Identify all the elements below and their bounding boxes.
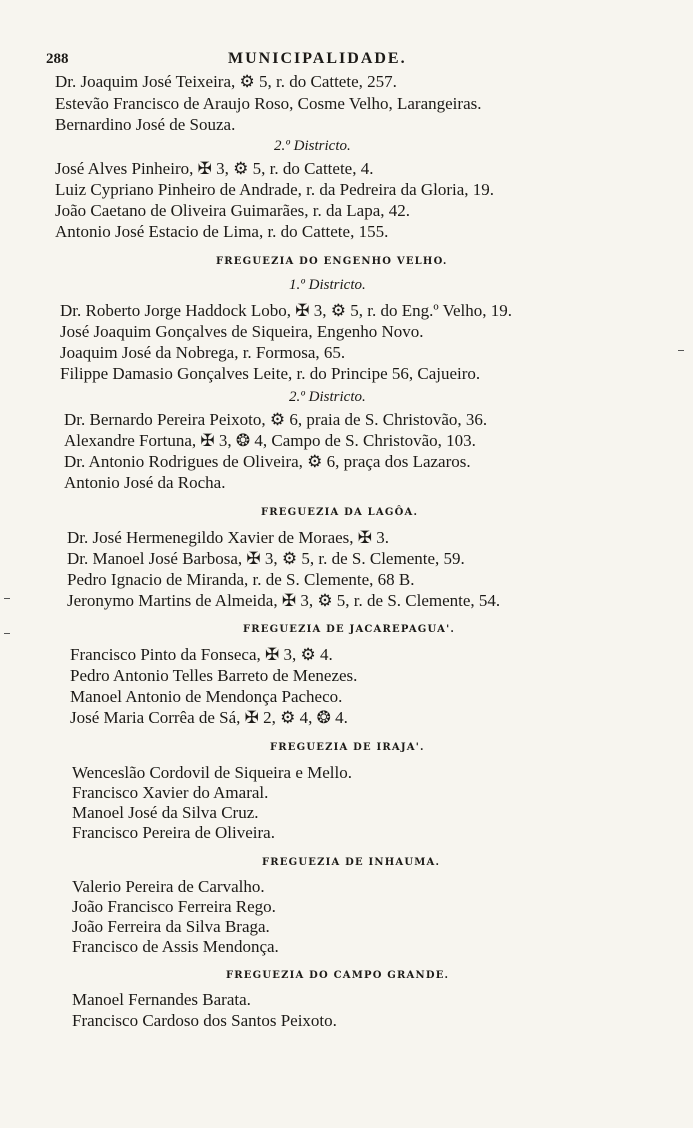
- margin-mark: [4, 598, 10, 599]
- parish-heading: FREGUEZIA DE INHAUMA.: [262, 857, 441, 868]
- entry-line: Valerio Pereira de Carvalho.: [72, 877, 265, 896]
- entry-line: João Francisco Ferreira Rego.: [72, 897, 276, 916]
- page-number: 288: [46, 51, 69, 67]
- entry-line: Dr. Antonio Rodrigues de Oliveira, ⚙ 6, praça dos Lazaros.: [64, 452, 471, 471]
- entry-line: Joaquim José da Nobrega, r. Formosa, 65.: [60, 343, 346, 362]
- entry-line: Francisco Xavier do Amaral.: [72, 783, 269, 802]
- entry-line: Dr. Manoel José Barbosa, ✠ 3, ⚙ 5, r. de S. Clemente, 59.: [67, 549, 465, 568]
- entry-line: Francisco Pinto da Fonseca, ✠ 3, ⚙ 4.: [70, 645, 333, 664]
- entry-line: Filippe Damasio Gonçalves Leite, r. do Principe 56, Cajueiro.: [60, 364, 481, 383]
- entry-line: Francisco Pereira de Oliveira.: [72, 823, 275, 842]
- parish-heading: FREGUEZIA DA LAGÔA.: [261, 507, 419, 518]
- entry-line: Manoel José da Silva Cruz.: [72, 803, 259, 822]
- entry-line: José Joaquim Gonçalves de Siqueira, Engenho Novo.: [60, 322, 424, 341]
- entry-line: Francisco Cardoso dos Santos Peixoto.: [72, 1011, 337, 1030]
- entry-line: José Alves Pinheiro, ✠ 3, ⚙ 5, r. do Cattete, 4.: [55, 159, 374, 178]
- running-header: MUNICIPALIDADE.: [228, 50, 407, 67]
- parish-heading: FREGUEZIA DE JACAREPAGUA'.: [243, 624, 456, 635]
- entry-line: Bernardino José de Souza.: [55, 115, 236, 134]
- entry-line: Manoel Antonio de Mendonça Pacheco.: [70, 687, 343, 706]
- district-heading: 1.º Districto.: [289, 277, 366, 293]
- entry-line: Luiz Cypriano Pinheiro de Andrade, r. da Pedreira da Gloria, 19.: [55, 180, 495, 199]
- entry-line: Estevão Francisco de Araujo Roso, Cosme Velho, Larangeiras.: [55, 94, 482, 113]
- entry-line: Dr. Joaquim José Teixeira, ⚙ 5, r. do Cattete, 257.: [55, 72, 397, 91]
- entry-line: João Ferreira da Silva Braga.: [72, 917, 270, 936]
- entry-line: Jeronymo Martins de Almeida, ✠ 3, ⚙ 5, r. de S. Clemente, 54.: [67, 591, 501, 610]
- parish-heading: FREGUEZIA DO ENGENHO VELHO.: [216, 256, 448, 267]
- entry-line: Dr. Bernardo Pereira Peixoto, ⚙ 6, praia de S. Christovão, 36.: [64, 410, 488, 429]
- parish-heading: FREGUEZIA DE IRAJA'.: [270, 742, 425, 753]
- entry-line: João Caetano de Oliveira Guimarães, r. da Lapa, 42.: [55, 201, 410, 220]
- margin-mark: [678, 350, 684, 351]
- entry-line: Wenceslão Cordovil de Siqueira e Mello.: [72, 763, 353, 782]
- entry-line: Dr. José Hermenegildo Xavier de Moraes, ✠ 3.: [67, 528, 390, 547]
- entry-line: Manoel Fernandes Barata.: [72, 990, 251, 1009]
- entry-line: Pedro Ignacio de Miranda, r. de S. Clemente, 68 B.: [67, 570, 415, 589]
- entry-line: Alexandre Fortuna, ✠ 3, ❂ 4, Campo de S. Christovão, 103.: [64, 431, 476, 450]
- entry-line: Pedro Antonio Telles Barreto de Menezes.: [70, 666, 358, 685]
- entry-line: Francisco de Assis Mendonça.: [72, 937, 279, 956]
- district-heading: 2.º Districto.: [274, 138, 351, 154]
- parish-heading: FREGUEZIA DO CAMPO GRANDE.: [226, 970, 450, 981]
- margin-mark: [4, 633, 10, 634]
- entry-line: Antonio José da Rocha.: [64, 473, 226, 492]
- entry-line: Antonio José Estacio de Lima, r. do Cattete, 155.: [55, 222, 389, 241]
- district-heading: 2.º Districto.: [289, 389, 366, 405]
- entry-line: Dr. Roberto Jorge Haddock Lobo, ✠ 3, ⚙ 5, r. do Eng.º Velho, 19.: [60, 301, 513, 320]
- entry-line: José Maria Corrêa de Sá, ✠ 2, ⚙ 4, ❂ 4.: [70, 708, 348, 727]
